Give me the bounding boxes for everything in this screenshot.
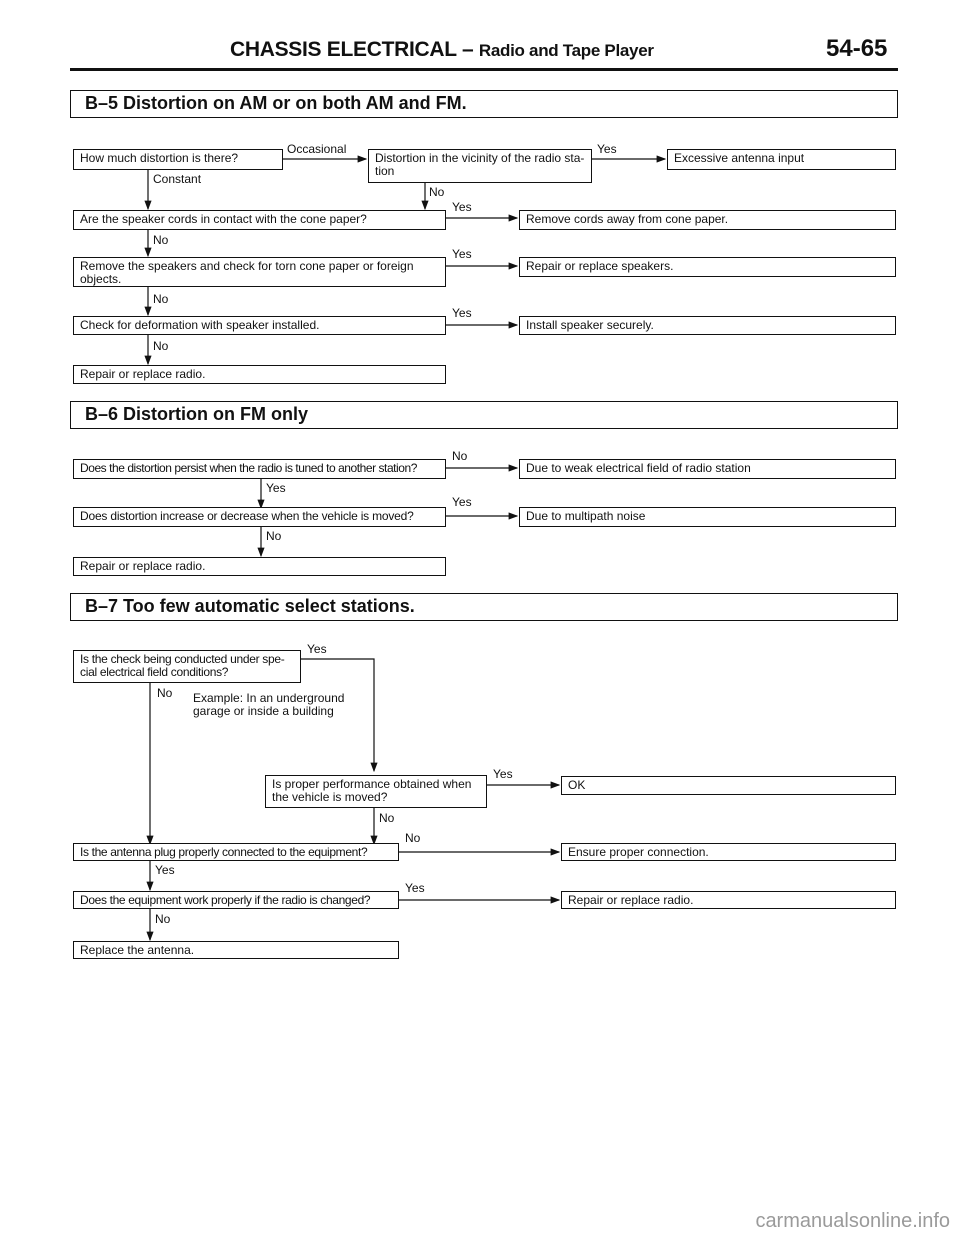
b5-end-repair-radio: Repair or replace radio. — [73, 365, 446, 384]
b7-result-repair-radio: Repair or replace radio. — [561, 891, 896, 909]
b5-question-speaker-cords: Are the speaker cords in contact with the cone paper? — [73, 210, 446, 230]
b5-label-no-2: No — [153, 233, 169, 247]
b6-label-no-1: No — [452, 449, 468, 463]
b6-label-yes-1: Yes — [266, 481, 286, 495]
b6-question-vehicle-moved: Does distortion increase or decrease when the vehicle is moved? — [73, 507, 446, 527]
b7-question-antenna-plug: Is the antenna plug properly connected to the equipment? — [73, 843, 399, 861]
section-b5-title: B–5 Distortion on AM or on both AM and FM. — [70, 90, 898, 118]
b5-label-yes-1: Yes — [597, 142, 617, 156]
b7-label-no-2: No — [379, 811, 395, 825]
b6-label-no-2: No — [266, 529, 282, 543]
b5-result-excessive-antenna: Excessive antenna input — [667, 149, 896, 170]
b7-label-no-1: No — [157, 686, 173, 700]
b5-result-repair-speakers: Repair or replace speakers. — [519, 257, 896, 277]
b5-label-no-3: No — [153, 292, 169, 306]
b5-question-deformation: Check for deformation with speaker installed. — [73, 316, 446, 335]
b7-result-ok: OK — [561, 776, 896, 795]
b6-result-weak-field: Due to weak electrical field of radio station — [519, 459, 896, 479]
b6-label-yes-2: Yes — [452, 495, 472, 509]
page-number: 54-65 — [826, 35, 888, 62]
b5-label-no-4: No — [153, 339, 169, 353]
b5-result-install-speaker: Install speaker securely. — [519, 316, 896, 335]
b7-label-yes-3: Yes — [155, 863, 175, 877]
header-subtitle: Radio and Tape Player — [478, 41, 654, 60]
b5-result-remove-cords: Remove cords away from cone paper. — [519, 210, 896, 230]
b5-question-distortion-amount: How much distortion is there? — [73, 149, 283, 170]
b5-label-no-1: No — [429, 185, 445, 199]
b5-label-yes-3: Yes — [452, 247, 472, 261]
b7-label-no-3: No — [405, 831, 421, 845]
section-b7-title: B–7 Too few automatic select stations. — [70, 593, 898, 621]
b7-example-note: Example: In an underground garage or inside a building — [193, 691, 345, 718]
watermark: carmanualsonline.info — [755, 1210, 950, 1232]
b7-label-no-4: No — [155, 912, 171, 926]
b7-result-ensure-connection: Ensure proper connection. — [561, 843, 896, 861]
b5-label-occasional: Occasional — [287, 142, 347, 156]
b7-question-performance: Is proper performance obtained when the vehicle is moved? — [265, 775, 487, 808]
b5-question-torn-cone: Remove the speakers and check for torn cone paper or foreign objects. — [73, 257, 446, 287]
b6-end-repair-radio: Repair or replace radio. — [73, 557, 446, 576]
header-dash: – — [461, 38, 474, 61]
b7-question-radio-changed: Does the equipment work properly if the radio is changed? — [73, 891, 399, 909]
b5-label-yes-4: Yes — [452, 306, 472, 320]
b7-question-special-field: Is the check being conducted under spe-cial electrical field conditions? — [73, 650, 301, 683]
b5-question-vicinity: Distortion in the vicinity of the radio sta-tion — [368, 149, 592, 183]
b7-label-yes-1: Yes — [307, 642, 327, 656]
b5-label-yes-2: Yes — [452, 200, 472, 214]
header-title: CHASSIS ELECTRICAL — [230, 38, 457, 61]
b7-end-replace-antenna: Replace the antenna. — [73, 941, 399, 959]
b6-result-multipath: Due to multipath noise — [519, 507, 896, 527]
b6-question-persist: Does the distortion persist when the radio is tuned to another station? — [73, 459, 446, 479]
b7-label-yes-4: Yes — [405, 881, 425, 895]
section-b6-title: B–6 Distortion on FM only — [70, 401, 898, 429]
b7-label-yes-2: Yes — [493, 767, 513, 781]
b5-label-constant: Constant — [153, 172, 202, 186]
